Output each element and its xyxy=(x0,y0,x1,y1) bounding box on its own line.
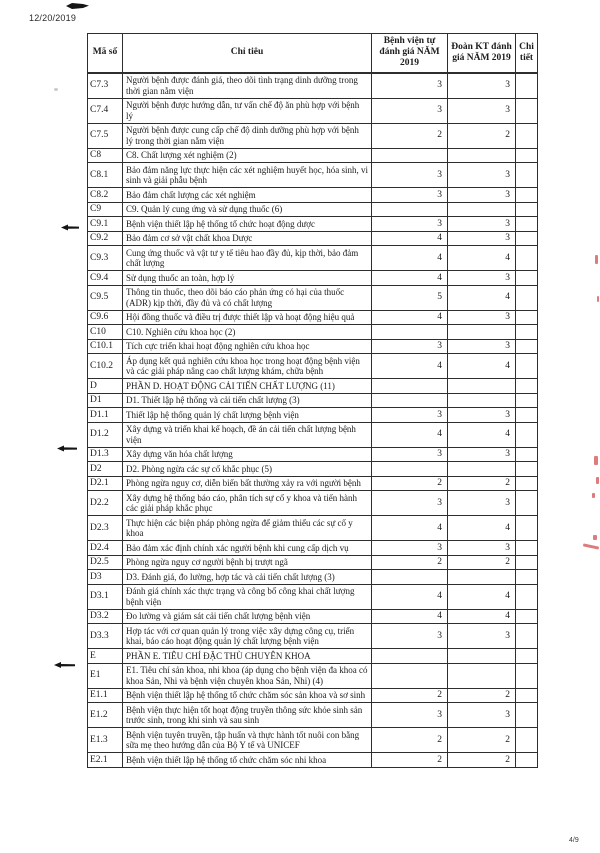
red-speck-icon xyxy=(595,255,598,264)
row-code: C9.6 xyxy=(88,310,123,325)
row-code: C8.1 xyxy=(88,163,123,188)
red-speck-icon xyxy=(594,456,598,465)
row-label: C10. Nghiên cứu khoa học (2) xyxy=(123,325,372,340)
team-score: 2 xyxy=(448,728,516,753)
team-score: 3 xyxy=(448,98,516,123)
detail-cell xyxy=(516,462,538,477)
team-score: 3 xyxy=(448,163,516,188)
team-score: 4 xyxy=(448,609,516,624)
self-score: 2 xyxy=(372,753,448,768)
row-label: Hội đồng thuốc và điều trị được thiết lập và hoạt động hiệu quả xyxy=(123,310,372,325)
self-score: 3 xyxy=(372,339,448,354)
team-score: 2 xyxy=(448,555,516,570)
row-label: Bệnh viện thiết lập hệ thống tổ chức hoạt động dược xyxy=(123,217,372,232)
table-row xyxy=(88,310,538,325)
table-row xyxy=(88,570,538,585)
row-label: D1. Thiết lập hệ thống và cải tiến chất lượng (3) xyxy=(123,393,372,408)
team-score: 4 xyxy=(448,246,516,271)
team-score: 3 xyxy=(448,491,516,516)
row-code: C10 xyxy=(88,325,123,340)
team-score xyxy=(448,325,516,340)
self-score: 3 xyxy=(372,163,448,188)
row-label: Bảo đảm năng lực thực hiện các xét nghiệm huyết học, hóa sinh, vi sinh và giải phẫu bệnh xyxy=(123,163,372,188)
table-row xyxy=(88,584,538,609)
pen-mark-icon xyxy=(54,661,75,669)
row-code: D2.5 xyxy=(88,555,123,570)
row-code: E xyxy=(88,649,123,664)
team-score: 3 xyxy=(448,624,516,649)
row-label: C8. Chất lượng xét nghiệm (2) xyxy=(123,148,372,163)
criteria-table xyxy=(87,33,538,768)
row-code: E2.1 xyxy=(88,753,123,768)
row-label: Bệnh viện thực hiện tốt hoạt động truyền thông sức khỏe sinh sản trước sinh, trong khi sinh và sau sinh xyxy=(123,703,372,728)
self-score: 3 xyxy=(372,703,448,728)
row-label: Bảo đảm xác định chính xác người bệnh khi cung cấp dịch vụ xyxy=(123,541,372,556)
table-row xyxy=(88,491,538,516)
row-label: PHẦN D. HOẠT ĐỘNG CẢI TIẾN CHẤT LƯỢNG (11) xyxy=(123,379,372,394)
team-score xyxy=(448,148,516,163)
self-score: 3 xyxy=(372,217,448,232)
row-label: Áp dụng kết quả nghiên cứu khoa học trong hoạt động bệnh viện và các giải pháp nâng cao chất lượng khám, chữa bệnh xyxy=(123,354,372,379)
detail-cell xyxy=(516,73,538,99)
team-score: 3 xyxy=(448,541,516,556)
row-code: E1 xyxy=(88,663,123,688)
detail-cell xyxy=(516,476,538,491)
header-row xyxy=(88,34,538,73)
row-label: Bệnh viện tuyên truyền, tập huấn và thực hành tốt nuôi con bằng sữa mẹ theo hướng dẫn của Bộ Y tế và UNICEF xyxy=(123,728,372,753)
row-code: E1.3 xyxy=(88,728,123,753)
detail-cell xyxy=(516,217,538,232)
row-label: Xây dựng và triển khai kế hoạch, đề án cải tiến chất lượng bệnh viện xyxy=(123,422,372,447)
row-code: D3.3 xyxy=(88,624,123,649)
row-code: D xyxy=(88,379,123,394)
col-header-self-assessment: Bệnh viện tự đánh giá NĂM 2019 xyxy=(372,34,448,73)
table-row xyxy=(88,447,538,462)
detail-cell xyxy=(516,354,538,379)
row-code: D1.2 xyxy=(88,422,123,447)
table-row xyxy=(88,123,538,148)
self-score: 3 xyxy=(372,73,448,99)
self-score: 4 xyxy=(372,422,448,447)
table-row xyxy=(88,354,538,379)
self-score: 2 xyxy=(372,728,448,753)
self-score: 4 xyxy=(372,246,448,271)
row-label: D3. Đánh giá, đo lường, hợp tác và cải tiến chất lượng (3) xyxy=(123,570,372,585)
table-row xyxy=(88,393,538,408)
row-code: D2 xyxy=(88,462,123,477)
table-row xyxy=(88,663,538,688)
self-score xyxy=(372,393,448,408)
detail-cell xyxy=(516,663,538,688)
print-date: 12/20/2019 xyxy=(29,13,77,23)
row-label: Phòng ngừa nguy cơ, diễn biến bất thường xảy ra với người bệnh xyxy=(123,476,372,491)
self-score: 2 xyxy=(372,123,448,148)
col-header-team-assessment: Đoàn KT đánh giá NĂM 2019 xyxy=(448,34,516,73)
table-row xyxy=(88,649,538,664)
row-label: Bệnh viện thiết lập hệ thống tổ chức chăm sóc sản khoa và sơ sinh xyxy=(123,688,372,703)
self-score: 4 xyxy=(372,231,448,246)
row-code: E1.2 xyxy=(88,703,123,728)
detail-cell xyxy=(516,624,538,649)
team-score xyxy=(448,649,516,664)
detail-cell xyxy=(516,541,538,556)
row-label: PHẦN E. TIÊU CHÍ ĐẶC THÙ CHUYÊN KHOA xyxy=(123,649,372,664)
row-label: E1. Tiêu chí sản khoa, nhi khoa (áp dụng cho bệnh viện đa khoa có khoa Sản, Nhi và bệnh viện chuyên khoa Sản, Nhi) (4) xyxy=(123,663,372,688)
self-score xyxy=(372,148,448,163)
detail-cell xyxy=(516,379,538,394)
row-code: C7.4 xyxy=(88,98,123,123)
team-score: 4 xyxy=(448,422,516,447)
detail-cell xyxy=(516,148,538,163)
team-score: 3 xyxy=(448,703,516,728)
self-score xyxy=(372,663,448,688)
red-speck-icon xyxy=(596,477,599,484)
row-label: D2. Phòng ngừa các sự cố khắc phục (5) xyxy=(123,462,372,477)
red-speck-icon xyxy=(597,296,599,302)
self-score: 4 xyxy=(372,584,448,609)
red-speck-icon xyxy=(583,543,599,549)
team-score: 3 xyxy=(448,271,516,286)
team-score: 3 xyxy=(448,310,516,325)
row-label: Người bệnh được hướng dẫn, tư vấn chế độ ăn phù hợp với bệnh lý xyxy=(123,98,372,123)
row-code: C7.5 xyxy=(88,123,123,148)
detail-cell xyxy=(516,609,538,624)
row-code: D2.1 xyxy=(88,476,123,491)
table-row xyxy=(88,609,538,624)
row-label: Hợp tác với cơ quan quản lý trong việc xây dựng công cụ, triển khai, báo cáo hoạt động quản lý chất lượng bệnh viện xyxy=(123,624,372,649)
detail-cell xyxy=(516,246,538,271)
team-score xyxy=(448,202,516,217)
row-code: C10.2 xyxy=(88,354,123,379)
detail-cell xyxy=(516,584,538,609)
self-score: 4 xyxy=(372,271,448,286)
table-row xyxy=(88,246,538,271)
team-score xyxy=(448,570,516,585)
table-row xyxy=(88,202,538,217)
team-score: 3 xyxy=(448,73,516,99)
row-label: Thiết lập hệ thống quản lý chất lượng bệnh viện xyxy=(123,408,372,423)
table-row xyxy=(88,98,538,123)
table-row xyxy=(88,163,538,188)
table-row xyxy=(88,217,538,232)
table-row xyxy=(88,541,538,556)
team-score: 4 xyxy=(448,516,516,541)
row-label: Tích cực triển khai hoạt động nghiên cứu khoa học xyxy=(123,339,372,354)
pen-mark-icon xyxy=(61,224,79,231)
team-score: 3 xyxy=(448,217,516,232)
team-score: 2 xyxy=(448,688,516,703)
row-code: C8.2 xyxy=(88,188,123,203)
row-code: C9 xyxy=(88,202,123,217)
red-speck-icon xyxy=(592,493,595,498)
self-score xyxy=(372,649,448,664)
self-score: 2 xyxy=(372,476,448,491)
row-label: Bệnh viện thiết lập hệ thống tổ chức chăm sóc nhi khoa xyxy=(123,753,372,768)
detail-cell xyxy=(516,728,538,753)
detail-cell xyxy=(516,188,538,203)
row-code: E1.1 xyxy=(88,688,123,703)
self-score: 3 xyxy=(372,491,448,516)
team-score: 3 xyxy=(448,339,516,354)
self-score: 3 xyxy=(372,541,448,556)
row-label: Cung ứng thuốc và vật tư y tế tiêu hao đầy đủ, kịp thời, bảo đảm chất lượng xyxy=(123,246,372,271)
detail-cell xyxy=(516,447,538,462)
team-score xyxy=(448,393,516,408)
row-code: D2.2 xyxy=(88,491,123,516)
table-row xyxy=(88,624,538,649)
table-row xyxy=(88,271,538,286)
row-code: C9.4 xyxy=(88,271,123,286)
page-number: 4/9 xyxy=(569,837,579,844)
detail-cell xyxy=(516,688,538,703)
self-score xyxy=(372,325,448,340)
table-row xyxy=(88,285,538,310)
pen-mark-icon xyxy=(57,445,77,452)
row-label: Người bệnh được đánh giá, theo dõi tình trạng dinh dưỡng trong thời gian nằm viện xyxy=(123,73,372,99)
col-header-detail: Chi tiết xyxy=(516,34,538,73)
row-code: C8 xyxy=(88,148,123,163)
table-row xyxy=(88,73,538,99)
team-score: 4 xyxy=(448,285,516,310)
detail-cell xyxy=(516,325,538,340)
self-score xyxy=(372,202,448,217)
detail-cell xyxy=(516,408,538,423)
row-code: D2.3 xyxy=(88,516,123,541)
detail-cell xyxy=(516,491,538,516)
row-code: C10.1 xyxy=(88,339,123,354)
table-row xyxy=(88,753,538,768)
pen-mark-icon xyxy=(66,2,89,10)
self-score: 2 xyxy=(372,555,448,570)
self-score: 4 xyxy=(372,310,448,325)
row-label: Thực hiện các biện pháp phòng ngừa để giảm thiểu các sự cố y khoa xyxy=(123,516,372,541)
team-score: 3 xyxy=(448,447,516,462)
row-label: Sử dụng thuốc an toàn, hợp lý xyxy=(123,271,372,286)
row-code: C7.3 xyxy=(88,73,123,99)
team-score: 2 xyxy=(448,753,516,768)
self-score: 3 xyxy=(372,188,448,203)
detail-cell xyxy=(516,285,538,310)
table-row xyxy=(88,188,538,203)
table-row xyxy=(88,728,538,753)
self-score xyxy=(372,570,448,585)
self-score xyxy=(372,379,448,394)
team-score: 3 xyxy=(448,188,516,203)
table-row xyxy=(88,703,538,728)
detail-cell xyxy=(516,555,538,570)
detail-cell xyxy=(516,570,538,585)
row-code: D3.2 xyxy=(88,609,123,624)
detail-cell xyxy=(516,753,538,768)
row-code: D2.4 xyxy=(88,541,123,556)
row-code: C9.3 xyxy=(88,246,123,271)
detail-cell xyxy=(516,98,538,123)
detail-cell xyxy=(516,649,538,664)
row-label: Phòng ngừa nguy cơ người bệnh bị trượt ngã xyxy=(123,555,372,570)
table-row xyxy=(88,422,538,447)
table-row xyxy=(88,688,538,703)
red-speck-icon xyxy=(593,535,597,540)
table-row xyxy=(88,462,538,477)
detail-cell xyxy=(516,422,538,447)
table-body xyxy=(88,73,538,768)
row-code: D3 xyxy=(88,570,123,585)
row-label: Thông tin thuốc, theo dõi báo cáo phản ứng có hại của thuốc (ADR) kịp thời, đầy đủ và có chất lượng xyxy=(123,285,372,310)
grey-speck-icon xyxy=(54,88,58,91)
self-score: 5 xyxy=(372,285,448,310)
team-score: 2 xyxy=(448,123,516,148)
row-label: Bảo đảm chất lượng các xét nghiệm xyxy=(123,188,372,203)
table-row xyxy=(88,148,538,163)
detail-cell xyxy=(516,271,538,286)
table-row xyxy=(88,408,538,423)
self-score: 3 xyxy=(372,624,448,649)
self-score xyxy=(372,462,448,477)
col-header-criteria: Chỉ tiêu xyxy=(123,34,372,73)
self-score: 4 xyxy=(372,354,448,379)
table-row xyxy=(88,231,538,246)
row-code: D3.1 xyxy=(88,584,123,609)
row-label: Đo lường và giám sát cải tiến chất lượng bệnh viện xyxy=(123,609,372,624)
team-score: 3 xyxy=(448,408,516,423)
table-row xyxy=(88,516,538,541)
row-label: Xây dựng văn hóa chất lượng xyxy=(123,447,372,462)
row-label: C9. Quản lý cung ứng và sử dụng thuốc (6) xyxy=(123,202,372,217)
table-row xyxy=(88,325,538,340)
row-label: Bảo đảm cơ sở vật chất khoa Dược xyxy=(123,231,372,246)
self-score: 3 xyxy=(372,408,448,423)
self-score: 3 xyxy=(372,98,448,123)
team-score: 2 xyxy=(448,476,516,491)
team-score: 3 xyxy=(448,231,516,246)
col-header-code: Mã số xyxy=(88,34,123,73)
row-code: C9.5 xyxy=(88,285,123,310)
row-label: Người bệnh được cung cấp chế độ dinh dưỡng phù hợp với bệnh lý trong thời gian nằm viện xyxy=(123,123,372,148)
detail-cell xyxy=(516,393,538,408)
row-code: D1.3 xyxy=(88,447,123,462)
row-code: D1.1 xyxy=(88,408,123,423)
detail-cell xyxy=(516,163,538,188)
detail-cell xyxy=(516,516,538,541)
row-code: C9.2 xyxy=(88,231,123,246)
self-score: 4 xyxy=(372,516,448,541)
detail-cell xyxy=(516,202,538,217)
detail-cell xyxy=(516,231,538,246)
row-label: Xây dựng hệ thống báo cáo, phân tích sự cố y khoa và tiến hành các giải pháp khắc phục xyxy=(123,491,372,516)
table-row xyxy=(88,379,538,394)
detail-cell xyxy=(516,339,538,354)
row-code: C9.1 xyxy=(88,217,123,232)
table-row xyxy=(88,339,538,354)
team-score xyxy=(448,379,516,394)
detail-cell xyxy=(516,310,538,325)
table-row xyxy=(88,476,538,491)
detail-cell xyxy=(516,123,538,148)
row-code: D1 xyxy=(88,393,123,408)
detail-cell xyxy=(516,703,538,728)
self-score: 2 xyxy=(372,688,448,703)
table-row xyxy=(88,555,538,570)
self-score: 3 xyxy=(372,447,448,462)
team-score: 4 xyxy=(448,584,516,609)
row-label: Đánh giá chính xác thực trạng và công bố công khai chất lượng bệnh viện xyxy=(123,584,372,609)
team-score xyxy=(448,462,516,477)
team-score xyxy=(448,663,516,688)
self-score: 4 xyxy=(372,609,448,624)
team-score: 4 xyxy=(448,354,516,379)
